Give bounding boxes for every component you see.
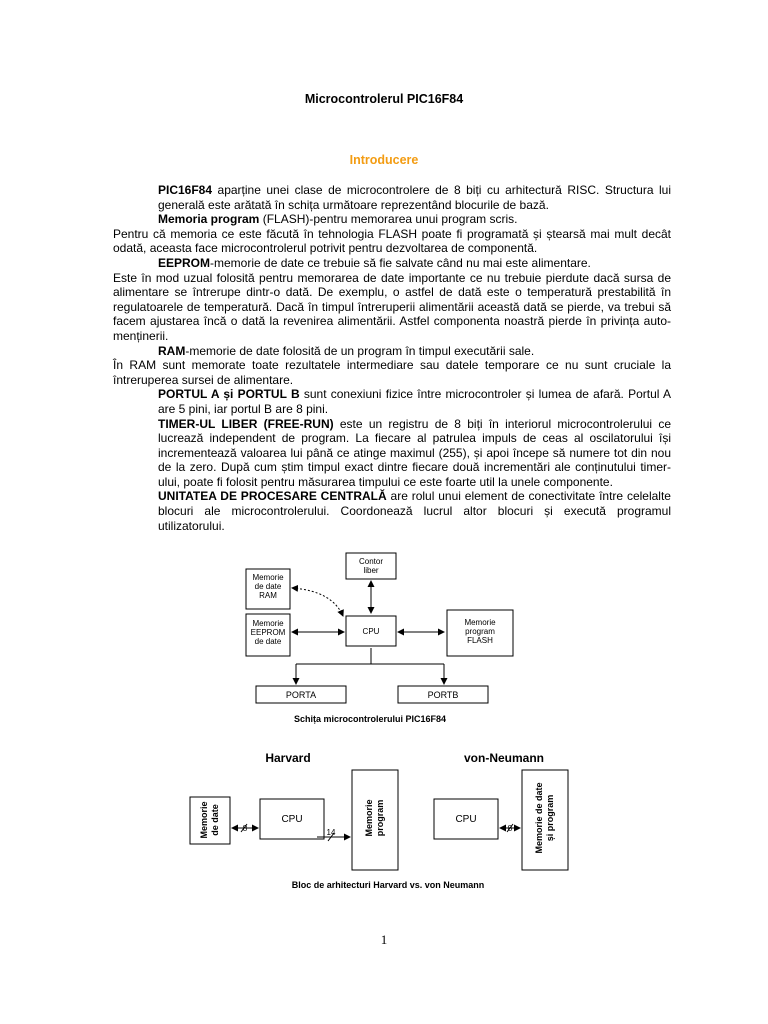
document-title: Microcontrolerul PIC16F84 (304, 92, 464, 106)
section-heading: Introducere (349, 153, 419, 167)
term: RAM (158, 343, 186, 358)
vn-memory-label: Memorie de dateși program (534, 782, 555, 854)
diagram2-caption: Bloc de arhitecturi Harvard vs. von Neumann (291, 880, 485, 890)
page-number: 1 (380, 932, 388, 947)
portb-label: PORTB (427, 690, 459, 700)
vn-bus-width: 8 (507, 824, 513, 833)
porta-label: PORTA (285, 690, 317, 700)
harvard-data-memory-label: Memoriede date (199, 801, 220, 839)
vonneumann-title: von-Neumann (463, 751, 545, 765)
term: PORTUL A și PORTUL B (158, 387, 300, 402)
term: EEPROM (158, 255, 211, 270)
ram-cpu-arrow (292, 588, 343, 616)
harvard-data-bus-width: 8 (242, 824, 248, 833)
eeprom-label: Memorie EEPROM de date (250, 619, 286, 646)
paragraph-cpu: UNITATEA DE PROCESARE CENTRALĂ are rolul unui element de conectivitate între celelalte blocuri ale microcontrolerului. Coordonează lucrul altor blocuri și execută programul utilizatorului. (158, 489, 671, 533)
timer-label: Contor liber (358, 557, 384, 575)
paragraph-ram-detail: În RAM sunt memorate toate rezultatele intermediare sau datele temporare ce nu sunt cruciale la întreruperea sursei de alimentare. (113, 358, 671, 387)
flash-label: Memorie program FLASH (464, 618, 496, 645)
term: Memoria program (158, 212, 260, 227)
paragraph-ports: PORTUL A și PORTUL B sunt conexiuni fizice între microcontroler și lumea de afară. Portul A are 5 pini, iar portul B are 8 pini. (158, 387, 671, 416)
term: TIMER-UL LIBER (FREE-RUN) (158, 416, 334, 431)
paragraph-pic16f84: PIC16F84 aparține unei clase de microcontrolere de 8 biți cu arhitectură RISC. Structura lui generală este arătată în schița următoare reprezentând blocurile de bază. (158, 183, 671, 212)
paragraph-eeprom-detail: Este în mod uzual folosită pentru memorarea de date importante ce nu trebuie pierdute dacă sursa de alimentare se întrerupe dintr-o dată. De exemplu, o astfel de dată este o temperatură prestabilită în regulatoarele de temperatură. Dacă în timpul întreruperii alimentării această dată se pierde, va trebui să facem ajustarea încă o dată la revenirea alimentării. Astfel componenta noastră pierde în privința auto-menținerii. (113, 270, 671, 343)
harvard-program-bus-width: 14 (326, 828, 336, 837)
harvard-cpu-label: CPU (281, 814, 303, 825)
diagram1-caption: Schița microcontrolerului PIC16F84 (293, 714, 447, 724)
ram-label: Memorie de date RAM (252, 573, 284, 600)
vn-cpu-label: CPU (455, 814, 477, 825)
harvard-program-memory-label: Memorieprogram (364, 799, 385, 837)
cpu-label: CPU (362, 627, 380, 636)
paragraph-program-memory: Memoria program (FLASH)-pentru memorarea unui program scris. (158, 212, 518, 227)
paragraph-timer: TIMER-UL LIBER (FREE-RUN) este un registru de 8 biți în interiorul microcontrolerului ce lucrează independent de program. La fiecare al patrulea impuls de ceas al oscilatorului își incrementează valoarea lui până ce atinge maximul (255), și apoi începe să numere tot din nou de la zero. După cum știm timpul exact dintre fiecare două incrementări ale conținutului timer-ului, poate fi folosit pentru măsurarea timpului ce este foarte util la unele componente. (158, 416, 672, 489)
paragraph-ram: RAM-memorie de date folosită de un program în timpul executării sale. (158, 343, 535, 358)
paragraph-eeprom: EEPROM-memorie de date ce trebuie să fie salvate când nu mai este alimentare. (158, 255, 591, 270)
term: PIC16F84 (158, 183, 213, 197)
paragraph-flash: Pentru că memoria ce este făcută în tehnologia FLASH poate fi programată și ștearsă mai mult decât odată, aceasta face microcontrolerul potrivit pentru dezvoltarea de componentă. (113, 226, 671, 256)
harvard-title: Harvard (265, 751, 311, 765)
term: UNITATEA DE PROCESARE CENTRALĂ (158, 489, 387, 504)
